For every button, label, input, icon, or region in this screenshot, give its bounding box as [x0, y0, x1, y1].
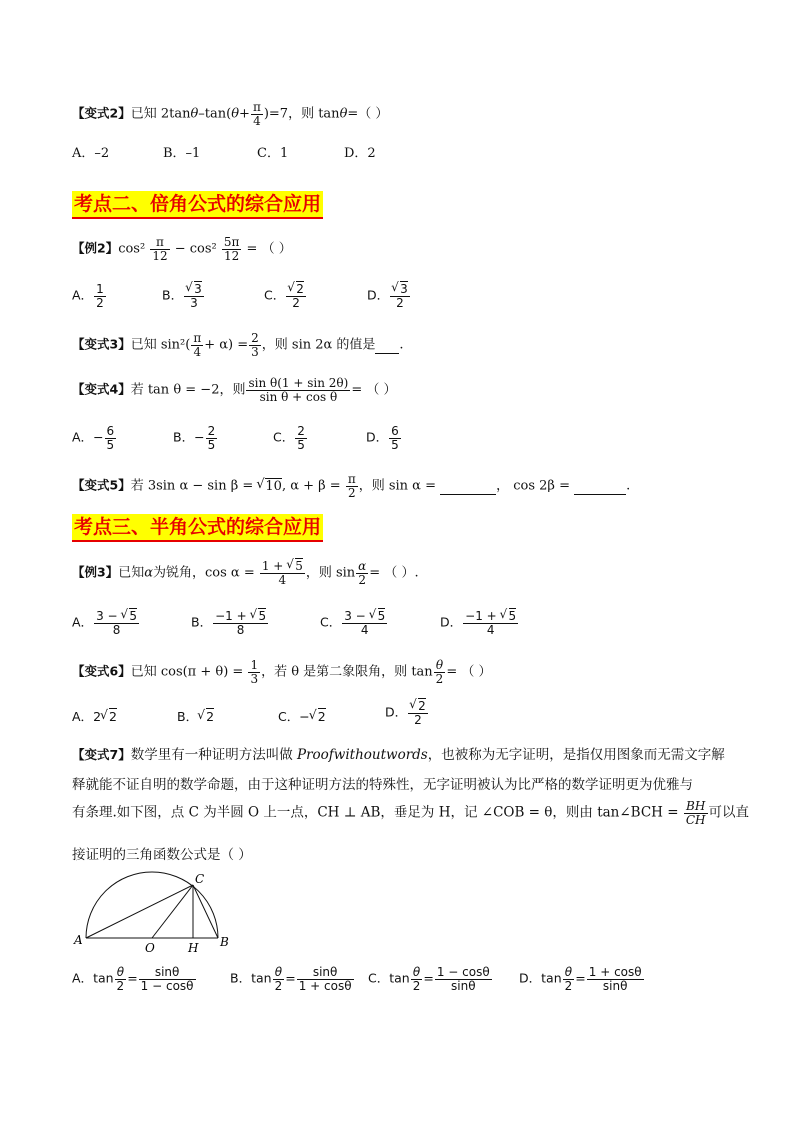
ex2-od-den: 2 [396, 295, 404, 310]
ex2-oa-label: A． [72, 287, 94, 303]
v2-f: )=7，则 tan [263, 106, 340, 122]
example2-option-c[interactable] [264, 283, 307, 309]
v6-frac [248, 659, 260, 685]
v6-ob-rad: 2 [206, 709, 215, 724]
v3-frac2 [249, 332, 261, 358]
v7-od-frac [587, 966, 644, 992]
variant4-option-a[interactable] [72, 425, 117, 451]
v7-ob-eq: = [285, 970, 296, 986]
variant2-tag: 【变式2】 [72, 105, 131, 121]
v6-od-den: 2 [414, 712, 422, 727]
ex2-c: = （ ） [242, 241, 292, 257]
v6-c: = （ ） [446, 664, 492, 680]
v4-oc-label: C． [273, 429, 295, 445]
variant7-option-c[interactable] [368, 966, 493, 992]
ex3-od-num-a: −1 + [465, 609, 501, 623]
ex3-oc-label: C． [320, 614, 342, 630]
v5-f-num: π [347, 472, 356, 486]
v7-oc-num: 1 − cosθ [436, 965, 490, 979]
example2-stem [72, 236, 292, 262]
ex2-oc-rad: 2 [296, 282, 304, 296]
ex3-ob-rad: 5 [258, 609, 267, 623]
v3-g-den: 3 [251, 344, 259, 359]
variant2-stem [72, 101, 388, 127]
variant5-stem [72, 473, 630, 499]
v4-oa-frac [105, 425, 117, 451]
v3-answer-blank[interactable] [375, 338, 399, 354]
v7-l3-num: BH [684, 800, 708, 814]
v7-od-hnum: θ [563, 966, 575, 980]
variant7-option-a[interactable] [72, 966, 197, 992]
v4-od-label: D． [366, 429, 389, 445]
v5-blank-1[interactable] [440, 479, 496, 495]
variant6-option-b[interactable] [177, 707, 214, 725]
variant4-option-c[interactable] [273, 425, 308, 451]
v6-b: ，若 θ 是第二象限角，则 tan [261, 664, 433, 680]
ex3-e: = （ ）. [369, 565, 419, 581]
ex2-ob-num [184, 283, 204, 297]
v4-od-num: 6 [391, 424, 399, 438]
v4-oa-label: A． [72, 429, 94, 445]
example3-option-c[interactable] [320, 610, 388, 636]
ex2-od-label: D． [367, 287, 390, 303]
v7-od-hfrac [563, 966, 575, 992]
v7-oa-hden: 2 [116, 978, 125, 993]
v2-b: θ [190, 106, 199, 122]
ex2-frac2 [222, 236, 242, 262]
example3-option-b[interactable] [191, 610, 269, 636]
variant5-tag: 【变式5】 [72, 477, 131, 493]
ex3-oa-frac [94, 610, 139, 636]
v3-f-num: π [193, 331, 202, 345]
ex2-od-frac [390, 283, 410, 309]
v7-oa-den: 1 − cosθ [140, 978, 194, 993]
v2-frac [251, 101, 263, 127]
v7-oc-frac [435, 966, 492, 992]
v3-g-num: 2 [251, 331, 259, 345]
v7-oa-pre: tan [93, 970, 114, 986]
ex3-oa-num [94, 610, 139, 624]
ex3-oc-num [342, 610, 387, 624]
ex3-f-num-a: 1 + [261, 559, 288, 573]
example2-option-d[interactable] [367, 283, 411, 309]
ex3-c: 为锐角，cos α = [153, 565, 259, 581]
variant7-line3 [72, 800, 749, 826]
ex3-od-label: D． [440, 614, 463, 630]
v4-ob-frac [206, 425, 218, 451]
ex3-f-rad: 5 [295, 559, 303, 573]
v7-oc-eq: = [423, 970, 434, 986]
variant2-option-d[interactable]: D．2 [344, 146, 376, 161]
v3-f-den: 4 [193, 344, 202, 359]
v7-ob-label: B． [230, 970, 252, 986]
v6-g-num: θ [434, 659, 446, 673]
variant7-line4: 接证明的三角函数公式是（ ） [72, 847, 252, 863]
v5-e: . [626, 478, 631, 494]
v5-f-den: 2 [347, 485, 356, 500]
v3-d: . [399, 337, 404, 353]
v6-oc-rad: 2 [317, 709, 326, 724]
ex3-oa-den: 8 [112, 622, 121, 637]
variant4-stem [72, 377, 396, 403]
v3-a: 已知 sin²( [130, 337, 191, 353]
ex2-f2-num: 5π [223, 235, 240, 249]
variant6-tag: 【变式6】 [72, 663, 131, 679]
example2-tag: 【例2】 [72, 240, 119, 256]
v6-ob-sqrt [198, 709, 214, 724]
label-a: A [74, 933, 83, 947]
v2-g: θ [339, 106, 348, 122]
v4-od-frac [389, 425, 401, 451]
v4-f-num: sin θ(1 + sin 2θ) [248, 376, 349, 390]
example3-tag: 【例3】 [72, 564, 119, 580]
ex3-a: 已知 [118, 565, 145, 581]
example2-option-b[interactable] [162, 283, 205, 309]
variant4-option-b[interactable] [173, 425, 218, 451]
v2-e: + [239, 106, 250, 122]
ex3-g-num: α [358, 559, 367, 573]
v4-a: 若 tan θ = −2，则 [130, 382, 246, 398]
v7-ob-hfrac [273, 966, 285, 992]
v4-oa-den: 5 [106, 437, 115, 452]
v4-ob-label: B． [173, 429, 195, 445]
ex2-frac1 [150, 236, 169, 262]
v4-oc-num: 2 [297, 424, 305, 438]
variant4-tag: 【变式4】 [72, 381, 131, 397]
v7-oc-hfrac [411, 966, 423, 992]
ex3-frac [260, 560, 305, 586]
variant3-stem [72, 332, 404, 358]
v7-ob-frac [297, 966, 354, 992]
v7-l1a: 数学里有一种证明方法叫做 [130, 747, 297, 763]
v4-ob-den: 5 [207, 437, 216, 452]
ex3-oc-rad: 5 [377, 609, 386, 623]
v5-sqrt [257, 479, 282, 494]
v7-od-num: 1 + cosθ [588, 965, 642, 979]
ex3-frac2 [356, 560, 368, 586]
v6-frac2 [434, 659, 446, 685]
ex3-od-frac [463, 610, 518, 636]
variant2-option-b[interactable]: B．–1 [163, 146, 201, 161]
v6-od-num [408, 700, 428, 714]
ex2-oa-den: 2 [96, 295, 104, 310]
v3-b: + α) = [204, 337, 249, 353]
ex3-od-rad: 5 [508, 609, 517, 623]
v7-oa-num: sinθ [139, 966, 196, 980]
v6-a: 已知 cos(π + θ) = [130, 664, 248, 680]
v7-oa-hfrac [115, 966, 127, 992]
v5-frac [346, 473, 358, 499]
section3-title: 考点三、半角公式的综合应用 [72, 514, 323, 542]
v4-frac [246, 377, 350, 403]
variant2-option-c[interactable]: C．1 [257, 146, 289, 161]
variant7-line1 [72, 743, 725, 763]
ex3-ob-frac [213, 610, 268, 636]
variant7-option-b[interactable] [230, 966, 355, 992]
variant7-tag: 【变式7】 [72, 747, 131, 762]
variant7-line2: 释就能不证自明的数学命题，由于这种证明方法的特殊性，无字证明被认为比严格的数学证明更为优雅与 [72, 777, 693, 793]
ex3-od-den: 4 [486, 622, 495, 637]
v3-frac [191, 332, 203, 358]
v6-oc-sqrt [310, 709, 326, 724]
ex2-oa-num: 1 [96, 282, 104, 296]
v7-ob-den: 1 + cosθ [298, 978, 352, 993]
ex3-f-den: 4 [278, 572, 287, 587]
v5-b: , α + β = [281, 478, 345, 494]
v6-oa-sqrt [101, 709, 117, 724]
ex2-oa-frac [94, 283, 106, 309]
variant6-stem [72, 659, 491, 685]
ex2-f1-num: π [150, 236, 169, 250]
v6-f-num: 1 [250, 658, 259, 672]
v7-oc-label: C． [368, 970, 390, 986]
v7-oc-hnum: θ [411, 966, 423, 980]
v6-oa-label: A． [72, 709, 94, 724]
v7-l3-den: CH [685, 812, 706, 827]
v4-f-den: sin θ + cos θ [259, 389, 338, 404]
v5-blank-2[interactable] [574, 479, 626, 495]
v7-oa-label: A． [72, 970, 94, 986]
v2-d: θ [231, 106, 240, 122]
v2-h: =（ ） [347, 106, 389, 122]
v6-ob-label: B． [177, 709, 199, 724]
label-h: H [188, 941, 199, 955]
example3-stem [72, 560, 419, 586]
ex2-ob-rad: 3 [194, 282, 202, 296]
ex3-oc-num-a: 3 − [344, 609, 370, 623]
ex2-ob-frac [184, 283, 204, 309]
v7-od-eq: = [575, 970, 586, 986]
v7-ob-hden: 2 [274, 978, 283, 993]
example2-option-a[interactable] [72, 283, 107, 309]
ex3-b: α [144, 565, 153, 581]
ex3-oc-den: 4 [360, 622, 369, 637]
v6-od-frac [408, 700, 428, 726]
ex2-oc-frac [286, 283, 306, 309]
v7-oa-eq: = [127, 970, 138, 986]
v6-od-label: D． [385, 704, 408, 720]
v7-ob-hnum: θ [273, 966, 285, 980]
v2-a: 已知 2tan [130, 106, 191, 122]
semicircle-diagram [68, 866, 248, 956]
example3-option-a[interactable] [72, 610, 140, 636]
section2-title: 考点二、倍角公式的综合应用 [72, 191, 323, 219]
v6-oc-label: C． [278, 709, 300, 724]
ex2-f1-den: 12 [152, 248, 168, 263]
variant6-option-d[interactable] [385, 700, 429, 726]
v7-l1-it: Proofwithoutwords [297, 747, 428, 763]
v7-l3b: 可以直 [708, 804, 750, 821]
ex3-ob-den: 8 [236, 622, 245, 637]
ex2-oc-label: C． [264, 287, 286, 303]
v4-od-den: 5 [391, 437, 399, 452]
ex2-ob-label: B． [162, 287, 184, 303]
v2-frac-den: 4 [253, 113, 261, 128]
ex3-ob-label: B． [191, 614, 213, 630]
v7-oa-frac [139, 966, 196, 992]
label-c: C [195, 872, 205, 886]
v4-oa-sign: − [93, 429, 104, 445]
v4-oa-num: 6 [106, 424, 115, 438]
ex3-od-num [463, 610, 518, 624]
ex2-ob-den: 3 [190, 295, 198, 310]
v2-c: –tan( [198, 106, 232, 122]
v5-a: 若 3sin α − sin β = [130, 478, 258, 494]
ex3-f-num [260, 560, 305, 574]
v7-od-den: sinθ [602, 978, 628, 993]
v7-oc-hden: 2 [412, 978, 421, 993]
ex2-b: − cos² [170, 241, 221, 257]
variant3-tag: 【变式3】 [72, 336, 131, 352]
ex2-od-rad: 3 [400, 282, 408, 296]
ex3-oa-num-a: 3 − [96, 609, 122, 623]
v7-od-hden: 2 [564, 978, 573, 993]
v5-c: ，则 sin α = [358, 478, 441, 494]
v6-oa-a: 2 [93, 709, 102, 724]
chord-ac [86, 885, 193, 938]
v4-b: = （ ） [351, 382, 397, 398]
v5-d: ， cos 2β = [496, 478, 575, 494]
v6-f-den: 3 [250, 671, 259, 686]
v7-ob-pre: tan [251, 970, 272, 986]
v7-l3-frac [684, 800, 708, 826]
ex2-f2-den: 12 [224, 248, 240, 263]
ex2-od-num [390, 283, 410, 297]
ex3-oa-rad: 5 [129, 609, 138, 623]
v7-oc-den: sinθ [451, 978, 476, 993]
v3-c: ，则 sin 2α 的值是 [261, 337, 376, 353]
variant4-option-d[interactable] [366, 425, 402, 451]
label-o: O [145, 941, 155, 955]
ex3-ob-num [213, 610, 268, 624]
ex2-oc-den: 2 [292, 295, 300, 310]
v4-ob-num: 2 [207, 424, 216, 438]
ex3-d: ，则 sin [305, 565, 356, 581]
v7-oa-hnum: θ [115, 966, 127, 980]
v4-ob-sign: − [194, 429, 205, 445]
ex3-g-den: 2 [358, 572, 367, 587]
example3-option-d[interactable] [440, 610, 519, 636]
v7-od-label: D． [519, 970, 542, 986]
variant6-option-c[interactable] [278, 707, 326, 725]
v5-rad: 10 [265, 478, 282, 494]
ex3-ob-num-a: −1 + [215, 609, 251, 623]
ex2-a: cos² [118, 241, 150, 257]
v4-oc-den: 5 [297, 437, 305, 452]
variant2-option-a[interactable]: A．–2 [72, 146, 110, 161]
v7-oc-pre: tan [389, 970, 410, 986]
variant6-option-a[interactable] [72, 707, 117, 725]
ex3-oc-frac [342, 610, 387, 636]
label-b: B [220, 935, 229, 949]
radius-oc [152, 885, 193, 938]
v6-g-den: 2 [435, 671, 444, 686]
v6-oc-a: − [299, 709, 310, 724]
v4-oc-frac [295, 425, 307, 451]
ex3-oa-label: A． [72, 614, 94, 630]
v7-l3a: 有条理.如下图，点 C 为半圆 O 上一点，CH ⊥ AB，垂足为 H，记 ∠COB = θ，则由 tan∠BCH = [72, 804, 683, 821]
v7-l1b: ，也被称为无字证明，是指仅用图象而无需文字解 [427, 747, 725, 763]
v7-ob-num: sinθ [297, 966, 354, 980]
v6-oa-rad: 2 [109, 709, 117, 724]
chord-cb [193, 885, 218, 938]
v7-od-pre: tan [541, 970, 562, 986]
v6-od-rad: 2 [418, 699, 426, 713]
variant7-option-d[interactable] [519, 966, 645, 992]
v2-frac-num: π [252, 100, 261, 114]
ex2-oc-num [286, 283, 306, 297]
